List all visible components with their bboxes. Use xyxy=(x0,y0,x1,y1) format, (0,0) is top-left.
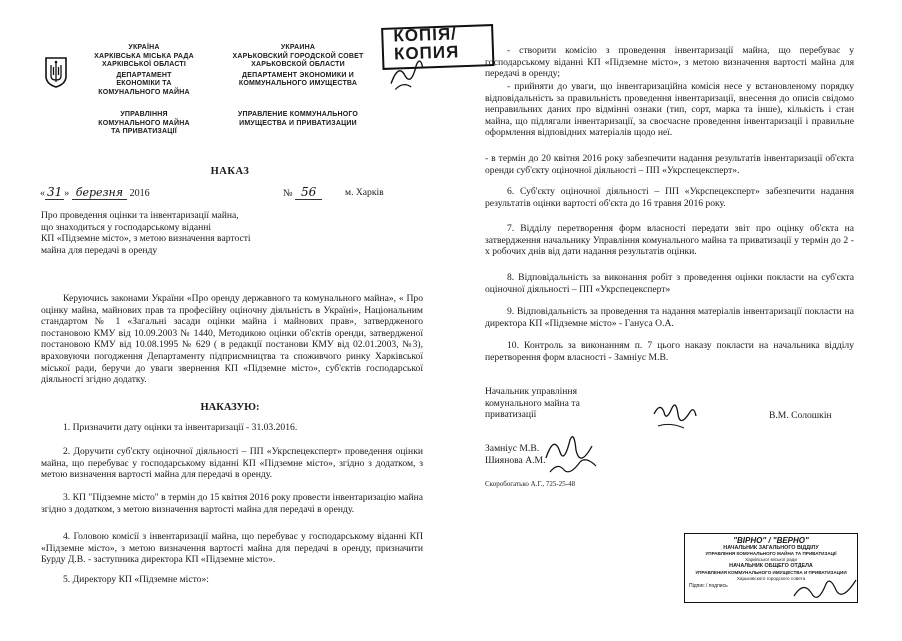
number-label: № xyxy=(283,188,293,199)
approval-name: Замніус М.В. xyxy=(485,443,540,454)
header-line: УПРАВЛІННЯ xyxy=(120,111,168,118)
header-line: КОМУНАЛЬНОГО МАЙНА xyxy=(98,119,190,127)
verify-stamp-title: "ВІРНО" / "ВЕРНО" xyxy=(733,536,809,545)
order-subject xyxy=(41,210,281,256)
coat-of-arms-icon xyxy=(44,56,68,88)
item-9: 9. Відповідальність за проведення та надання матеріалів інвентаризації покласти на директора КП «Підземне місто» - Гануса О.А. xyxy=(485,306,854,329)
header-line: УКРАИНА xyxy=(280,44,316,51)
verify-stamp-line: Харьковского городского совета xyxy=(736,575,806,581)
header-left-ua xyxy=(74,44,214,98)
header-line: ХАРЬКОВСКОЙ ОБЛАСТИ xyxy=(251,61,345,69)
header-right-dept xyxy=(218,111,378,128)
preamble: Керуючись законами України «Про оренду державного та комунального майна», « Про оцінку майна, майнових прав та професійну оціночну діяльність в Україні», Національним стандартом № 1 «Загальні засади оцінки майна і майнових прав», затвердженого постановою КМУ від 10.09.2003 № 1440, Методикою оцінки об'єктів оренди, затвердженої постановою КМУ від 10.08.1995 № 629 ( в редакції постанови КМУ від 02.01.2003, №3), враховуючи погодження Департаменту підприємництва та споживчого ринку Харківської міської ради, беручи до уваги звернення КП «Підземне місто», суб'єктів господарської діяльності згідно додатку. xyxy=(41,293,423,386)
copy-stamp-line1: КОПІЯ/ xyxy=(393,24,458,46)
item-6: 6. Суб'єкту оціночної діяльності – ПП «Укрспецексперт» забезпечити надання результатів оцінки вартості об'єкта до 16 травня 2016 року. xyxy=(485,186,854,209)
item-5-sub-1: - створити комісію з проведення інвентаризації майна, що перебуває у господарському віданні КП «Підземне місто», з метою визначення вартості майна для передачі в оренду; xyxy=(485,45,854,80)
item-8: 8. Відповідальність за виконання робіт з проведення оцінки покласти на суб'єкта оціночної діяльності – ПП «Укрспецексперт» xyxy=(485,272,854,295)
copy-stamp-scribble xyxy=(384,52,425,93)
order-date xyxy=(40,185,240,203)
position-line: Начальник управління xyxy=(485,386,577,397)
item-5-sub-2: - прийняти до уваги, що інвентаризаційна комісія несе у встановленому порядку відповідальність за правильність проведення інвентаризації, внесення до описів свідомо неправильних даних про відмінні ознаки (тип, сорт, марка та інше), кількість і стан майна, що підлягали інвентаризації, за своєчасне проведення інвентаризації і правильне оформлення відповідних матеріалів щодо неї. xyxy=(485,81,854,139)
verify-stamp-sign-label: Підпис / подпись xyxy=(689,582,728,589)
verify-stamp-line: УПРАВЛЕНИЯ КОММУНАЛЬНОГО ИМУЩЕСТВА И ПРИВАТИЗАЦИИ xyxy=(695,569,847,575)
verify-stamp-line: УПРАВЛІННЯ КОМУНАЛЬНОГО МАЙНА ТА ПРИВАТИЗАЦІЇ xyxy=(705,551,837,557)
copy-stamp xyxy=(381,20,495,86)
verify-stamp-signature xyxy=(790,570,860,610)
header-line: КОМУНАЛЬНОГО МАЙНА xyxy=(98,88,190,96)
date-quote-open: « xyxy=(40,188,45,199)
executor: Скоробогатько А.Г., 725-25-48 xyxy=(485,480,576,488)
header-left-dept xyxy=(74,111,214,137)
approval-signatures xyxy=(540,428,600,478)
signatory-position xyxy=(485,386,645,421)
item-3: 3. КП "Підземне місто" в термін до 15 квітня 2016 року провести інвентаризацію майна згідно з додатком, з метою визначення вартості майна для передачі в оренду. xyxy=(41,492,423,515)
header-line: ЕКОНОМІКИ ТА xyxy=(116,80,172,88)
subject-line: майна для передачі в оренду xyxy=(41,244,158,256)
item-1: 1. Призначити дату оцінки та інвентаризації - 31.03.2016. xyxy=(63,422,298,433)
order-title: НАКАЗ xyxy=(210,166,250,177)
item-4: 4. Головою комісії з інвентаризації майна, що перебуває у господарському віданні КП «Підземне місто», з метою визначення вартості майна для передачі в оренду, призначити Бурду Д.В. - заступника директора КП «Підземне місто». xyxy=(41,531,423,566)
header-line: ХАРЬКОВСКИЙ ГОРОДСКОЙ СОВЕТ xyxy=(232,52,364,60)
verify-stamp-line: НАЧАЛЬНИК ЗАГАЛЬНОГО ВІДДІЛУ xyxy=(723,545,819,551)
item-10: 10. Контроль за виконанням п. 7 цього наказу покласти на начальника відділу перетворення форм власності - Замніус М.В. xyxy=(485,340,854,363)
position-line: приватизації xyxy=(485,409,537,421)
header-line: ДЕПАРТАМЕНТ ЭКОНОМИКИ И xyxy=(242,71,354,79)
verify-stamp-line: Харківської міської ради xyxy=(745,557,797,563)
order-city: м. Харків xyxy=(345,187,384,198)
approval-name: Шиянова А.М. xyxy=(485,454,546,466)
header-line: УКРАЇНА xyxy=(128,44,160,51)
number-value: 56 xyxy=(295,185,322,200)
position-line: комунального майна та xyxy=(485,397,580,409)
orders-heading: НАКАЗУЮ: xyxy=(200,402,260,413)
header-line: ИМУЩЕСТВА И ПРИВАТИЗАЦИИ xyxy=(239,119,357,127)
item-2: 2. Доручити суб'єкту оціночної діяльності – ПП «Укрспецексперт» проведення оцінки майна, що перебуває у господарському віданні КП «Підземне місто», згідно з додатком, з метою визначення вартості майна для передачі в оренду. xyxy=(41,446,423,481)
date-day: 31 xyxy=(47,185,63,199)
subject-line: Про проведення оцінки та інвентаризації майна, xyxy=(41,210,239,221)
header-line: ТА ПРИВАТИЗАЦІЇ xyxy=(111,128,177,136)
date-month: березня xyxy=(72,186,127,200)
verify-stamp-line: НАЧАЛЬНИК ОБЩЕГО ОТДЕЛА xyxy=(729,563,813,570)
header-right-ru xyxy=(218,44,378,89)
header-line: ХАРКІВСЬКОЇ ОБЛАСТІ xyxy=(101,61,187,69)
date-quote-close: » xyxy=(64,188,70,199)
header-line: УПРАВЛЕНИЕ КОММУНАЛЬНОГО xyxy=(237,111,359,118)
header-line: ДЕПАРТАМЕНТ xyxy=(116,71,172,79)
date-year: 2016 xyxy=(129,188,150,199)
item-5-sub-3: - в термін до 20 квітня 2016 року забезпечити надання результатів інвентаризації об'єкта оренди суб'єкту оціночної діяльності – ПП «Укрспецексперт». xyxy=(485,153,854,176)
header-line: ХАРКІВСЬКА МІСЬКА РАДА xyxy=(94,52,194,60)
subject-line: що знаходиться у господарському віданні xyxy=(41,221,212,233)
signatory-name: В.М. Солошкін xyxy=(769,410,832,421)
director-signature xyxy=(650,398,700,434)
header-line: КОММУНАЛЬНОГО ИМУЩЕСТВА xyxy=(238,80,358,88)
item-7: 7. Відділу перетворення форм власності передати звіт про оцінку об'єкта на затвердження начальнику Управління комунального майна та приватизації у термін до 2 - х робочих днів від дати надання результатів оцінки. xyxy=(485,223,854,258)
copy-stamp-line2: КОПИЯ xyxy=(393,42,460,64)
item-5: 5. Директору КП «Підземне місто»: xyxy=(63,574,209,585)
subject-line: КП «Підземне місто», з метою визначення вартості xyxy=(41,233,251,245)
